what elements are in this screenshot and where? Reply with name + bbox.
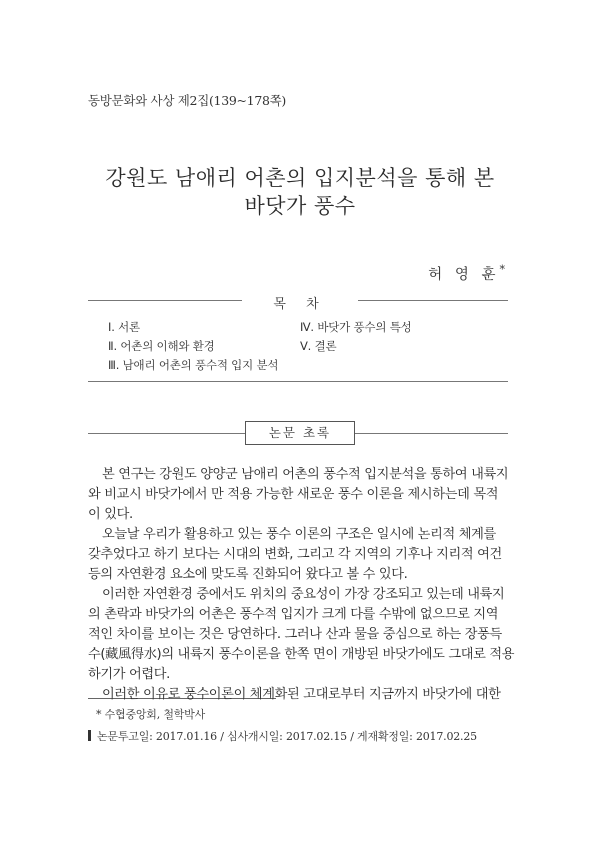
toc-item-1: Ⅰ. 서론 [108,320,140,334]
abstract-label: 논문 초록 [245,421,355,445]
abstract-line: 등의 자연환경 요소에 맞도록 진화되어 왔다고 볼 수 있다. [88,567,408,582]
journal-header: 동방문화와 사상 제2집(139~178쪽) [88,93,286,108]
abstract-line: 하기가 어렵다. [88,667,171,682]
author-footnote-mark: * [499,263,505,277]
footnote-affiliation: * 수협중앙회, 철학박사 [96,708,206,721]
toc-item-3: Ⅲ. 남애리 어촌의 풍수적 입지 분석 [108,358,279,372]
paper-title-line-1: 강원도 남애리 어촌의 입지분석을 통해 본 [105,166,495,190]
abstract-line: 수(藏風得水)의 내륙지 풍수이론을 한쪽 면이 개방된 바닷가에도 그대로 적용 [88,647,515,662]
abstract-line: 와 비교시 바닷가에서 만 적용 가능한 새로운 풍수 이론을 제시하는데 목적 [88,487,499,502]
footnote-dates-text: 논문투고일: 2017.01.16 / 심사개시일: 2017.02.15 / 게재확정일: 2017.02.25 [97,730,477,743]
toc-heading: 목 차 [242,293,358,312]
abstract-line: 오늘날 우리가 활용하고 있는 풍수 이론의 구조은 일시에 논리적 체계를 [102,527,496,542]
abstract-line: 갖추었다고 하기 보다는 시대의 변화, 그리고 각 지역의 기후나 지리적 여건 [88,547,502,562]
abstract-line: 이 있다. [88,507,133,522]
abstract-line: 적인 차이를 보이는 것은 당연하다. 그러나 산과 물을 중심으로 하는 장풍득 [88,627,502,642]
abstract-line: 이러한 이유로 풍수이론이 체계화된 고대로부터 지금까지 바닷가에 대한 [102,687,501,702]
paper-title-line-2: 바닷가 풍수 [244,194,356,218]
abstract-line: 의 촌락과 바닷가의 어촌은 풍수적 입지가 크게 다를 수밖에 없으므로 지역 [88,607,499,622]
abstract-line: 본 연구는 강원도 양양군 남애리 어촌의 풍수적 입지분석을 통하여 내륙지 [102,467,509,482]
footnote-dates [88,728,477,744]
toc-item-5: Ⅴ. 결론 [300,339,337,353]
abstract-line: 이러한 자연환경 중에서도 위치의 중요성이 가장 강조되고 있는데 내륙지 [102,587,505,602]
toc-item-2: Ⅱ. 어촌의 이해와 환경 [108,339,215,353]
author-name-text: 허 영 훈 [428,267,500,283]
toc-item-4: Ⅳ. 바닷가 풍수의 특성 [300,320,412,334]
author-name [428,263,505,284]
footnote-bar-icon [88,730,91,741]
